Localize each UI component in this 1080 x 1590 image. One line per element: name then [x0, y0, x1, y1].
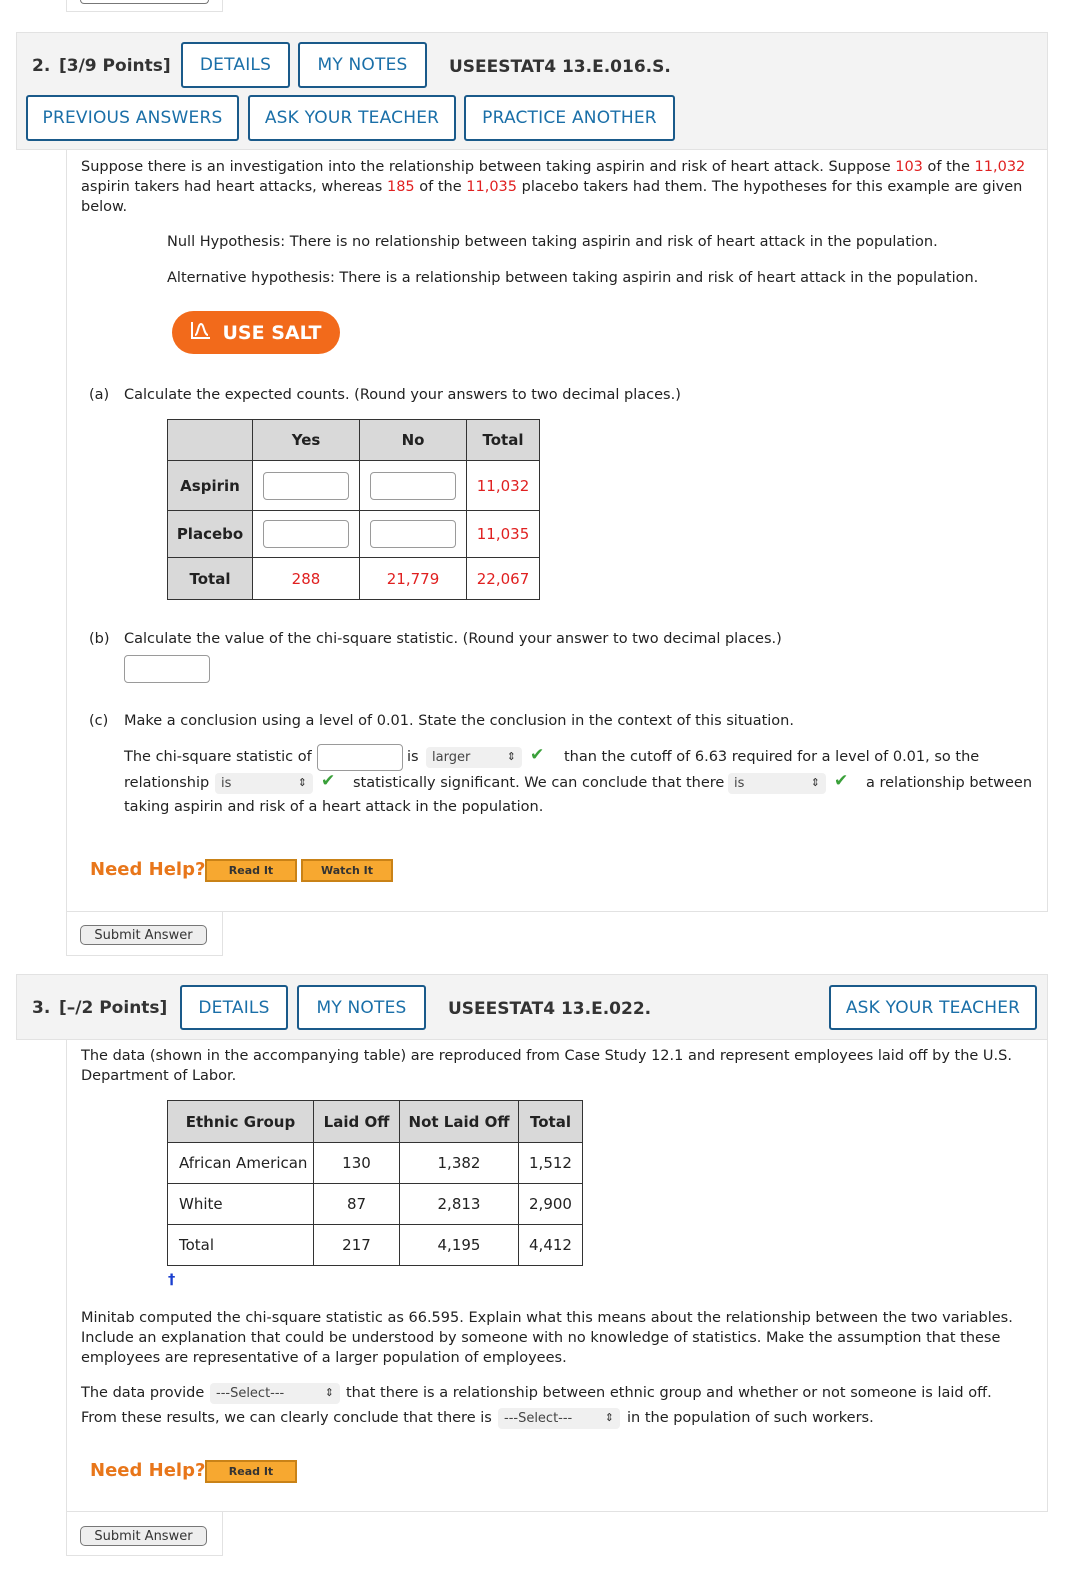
q3-ask-teacher-button[interactable]: ASK YOUR TEACHER — [829, 985, 1037, 1030]
c-line3: taking aspirin and risk of a heart attack in the population. — [124, 799, 544, 815]
select-arrows-icon: ⇕ — [810, 776, 820, 789]
aspirin-yes-input[interactable] — [263, 472, 349, 500]
part-b-text: Calculate the value of the chi-square statistic. (Round your answer to two decimal places.) — [124, 631, 782, 647]
q3-conclusion-select-value: ---Select--- — [504, 1411, 573, 1426]
table-cell: 4,195 — [400, 1225, 519, 1266]
col-header-yes: Yes — [253, 420, 360, 461]
q2-null-hypothesis: Null Hypothesis: There is no relationship between taking aspirin and risk of heart attack in the population. — [167, 234, 938, 250]
table-cell: 4,412 — [519, 1225, 583, 1266]
q2-ask-teacher-button[interactable]: ASK YOUR TEACHER — [248, 95, 456, 141]
c-larger-select[interactable] — [426, 747, 522, 768]
q2-practice-another-button[interactable]: PRACTICE ANOTHER — [464, 95, 675, 141]
q3-sentence1-b: that there is a relationship between ethnic group and whether or not someone is laid off. — [346, 1385, 992, 1401]
q3-number: 3. — [32, 998, 51, 1018]
c-larger-select-value: larger — [432, 750, 471, 765]
cell-placebo-no — [360, 511, 467, 558]
q3-sentence2-a: From these results, we can clearly conclude that there is — [81, 1410, 492, 1426]
chi-square-input[interactable] — [124, 655, 210, 683]
q2-problem-code: USEESTAT4 13.E.016.S. — [449, 57, 671, 77]
select-arrows-icon: ⇕ — [297, 776, 307, 789]
row-label: White — [168, 1184, 314, 1225]
q3-submit-button[interactable]: Submit Answer — [80, 1526, 207, 1546]
cell-aspirin-no — [360, 461, 467, 511]
col-header-laid-off: Laid Off — [314, 1101, 400, 1143]
select-arrows-icon: ⇕ — [324, 1386, 334, 1399]
part-b-label: (b) — [89, 631, 110, 647]
c-line1-c: than the cutoff of 6.63 required for a level of 0.01, so the — [564, 749, 980, 765]
q2-intro-text: aspirin takers had heart attacks, whereas — [81, 179, 387, 195]
q3-intro-line2: Department of Labor. — [81, 1068, 237, 1084]
c-line2-b: statistically significant. We can conclude that there — [353, 775, 725, 791]
q2-points: [3/9 Points] — [59, 56, 171, 76]
placebo-no-input[interactable] — [370, 520, 456, 548]
q2-alt-hypothesis: Alternative hypothesis: There is a relationship between taking aspirin and risk of heart attack in the population. — [167, 270, 979, 286]
table-cell: 1,512 — [519, 1143, 583, 1184]
row-header-placebo: Placebo — [168, 511, 253, 558]
use-salt-label: USE SALT — [222, 321, 322, 344]
q2-intro-text: of the — [414, 179, 467, 195]
col-header-not-laid-off: Not Laid Off — [400, 1101, 519, 1143]
table-corner — [168, 420, 253, 461]
part-c-label: (c) — [89, 713, 109, 729]
q3-read-it-button[interactable]: Read It — [205, 1460, 297, 1483]
q3-sentence1-a: The data provide — [81, 1385, 205, 1401]
total-yes-value: 288 — [253, 558, 360, 600]
q2-intro-text: Suppose there is an investigation into the relationship between taking aspirin and risk of heart attack. Suppose — [81, 159, 896, 175]
q2-intro-line1 — [81, 157, 1041, 177]
layoff-table — [167, 1100, 583, 1266]
table-cell: 87 — [314, 1184, 400, 1225]
table-row — [168, 1184, 583, 1225]
q3-points: [–/2 Points] — [59, 998, 168, 1018]
placebo-yes-input[interactable] — [263, 520, 349, 548]
part-c-text: Make a conclusion using a level of 0.01. State the conclusion in the context of this situation. — [124, 713, 794, 729]
q3-para-line2: Include an explanation that could be understood by someone with no knowledge of statistics. Make the assumption that these — [81, 1330, 1001, 1346]
q3-para-line3: employees are representative of a larger population of employees. — [81, 1350, 567, 1366]
q2-value-103: 103 — [895, 159, 923, 175]
q2-need-help-label: Need Help? — [90, 859, 206, 880]
c-significant-select[interactable] — [215, 773, 313, 794]
q2-number: 2. — [32, 56, 51, 76]
q2-intro-line2 — [81, 177, 1041, 197]
placebo-total-value: 11,035 — [467, 511, 540, 558]
previous-submit-edge — [80, 0, 209, 4]
q3-intro-line1: The data (shown in the accompanying table) are reproduced from Case Study 12.1 and represent employees laid off by the U.S. — [81, 1048, 1012, 1064]
q2-intro-text: placebo takers had them. The hypotheses for this example are given — [517, 179, 1023, 195]
table-row — [168, 1143, 583, 1184]
q2-value-11035: 11,035 — [466, 179, 518, 195]
table-row — [168, 1225, 583, 1266]
use-salt-button[interactable] — [172, 311, 340, 354]
table-cell: 2,813 — [400, 1184, 519, 1225]
select-arrows-icon: ⇕ — [604, 1411, 614, 1424]
check-icon: ✔ — [530, 745, 545, 765]
c-chi-square-input[interactable] — [317, 744, 403, 771]
q2-my-notes-button[interactable]: MY NOTES — [298, 42, 427, 88]
row-label: African American — [168, 1143, 314, 1184]
aspirin-no-input[interactable] — [370, 472, 456, 500]
q2-value-185: 185 — [386, 179, 415, 195]
q2-intro-line3: below. — [81, 199, 128, 215]
col-header-ethnic-group: Ethnic Group — [168, 1101, 314, 1143]
check-icon: ✔ — [834, 771, 849, 791]
q3-para-line1: Minitab computed the chi-square statistic as 66.595. Explain what this means about the relationship between the two variables. — [81, 1310, 1013, 1326]
col-header-total: Total — [467, 420, 540, 461]
q2-previous-answers-button[interactable]: PREVIOUS ANSWERS — [26, 95, 239, 141]
c-relationship-select[interactable] — [728, 773, 826, 794]
salt-chart-icon — [190, 320, 212, 345]
q3-sentence2-b: in the population of such workers. — [627, 1410, 874, 1426]
q2-read-it-button[interactable]: Read It — [205, 859, 297, 882]
expected-counts-table — [167, 419, 540, 600]
q3-need-help-label: Need Help? — [90, 1460, 206, 1481]
table-footnote-dagger[interactable]: † — [168, 1272, 176, 1288]
grand-total-value: 22,067 — [467, 558, 540, 600]
c-line1-a: The chi-square statistic of — [124, 749, 312, 765]
q2-value-11032: 11,032 — [974, 159, 1026, 175]
table-cell: 2,900 — [519, 1184, 583, 1225]
q3-evidence-select[interactable] — [210, 1383, 340, 1404]
q3-conclusion-select[interactable] — [498, 1408, 620, 1429]
col-header-no: No — [360, 420, 467, 461]
table-cell: 217 — [314, 1225, 400, 1266]
q2-details-button[interactable]: DETAILS — [181, 42, 290, 88]
c-relationship-select-value: is — [734, 776, 745, 791]
table-cell: 130 — [314, 1143, 400, 1184]
col-header-total: Total — [519, 1101, 583, 1143]
c-line2-c: a relationship between — [866, 775, 1033, 791]
cell-placebo-yes — [253, 511, 360, 558]
part-a-text: Calculate the expected counts. (Round your answers to two decimal places.) — [124, 387, 681, 403]
c-significant-select-value: is — [221, 776, 232, 791]
table-cell: 1,382 — [400, 1143, 519, 1184]
check-icon: ✔ — [321, 771, 336, 791]
c-line2-a: relationship — [124, 775, 210, 791]
q3-evidence-select-value: ---Select--- — [216, 1386, 285, 1401]
q2-watch-it-button[interactable]: Watch It — [301, 859, 393, 882]
select-arrows-icon: ⇕ — [506, 750, 516, 763]
q2-submit-button[interactable]: Submit Answer — [80, 925, 207, 945]
row-label: Total — [168, 1225, 314, 1266]
q2-intro-text: of the — [922, 159, 975, 175]
part-a-label: (a) — [89, 387, 110, 403]
row-header-aspirin: Aspirin — [168, 461, 253, 511]
q3-my-notes-button[interactable]: MY NOTES — [297, 985, 426, 1030]
aspirin-total-value: 11,032 — [467, 461, 540, 511]
cell-aspirin-yes — [253, 461, 360, 511]
total-no-value: 21,779 — [360, 558, 467, 600]
row-header-total: Total — [168, 558, 253, 600]
q3-problem-code: USEESTAT4 13.E.022. — [448, 999, 652, 1019]
q3-details-button[interactable]: DETAILS — [180, 985, 288, 1030]
c-line1-b: is — [407, 749, 419, 765]
